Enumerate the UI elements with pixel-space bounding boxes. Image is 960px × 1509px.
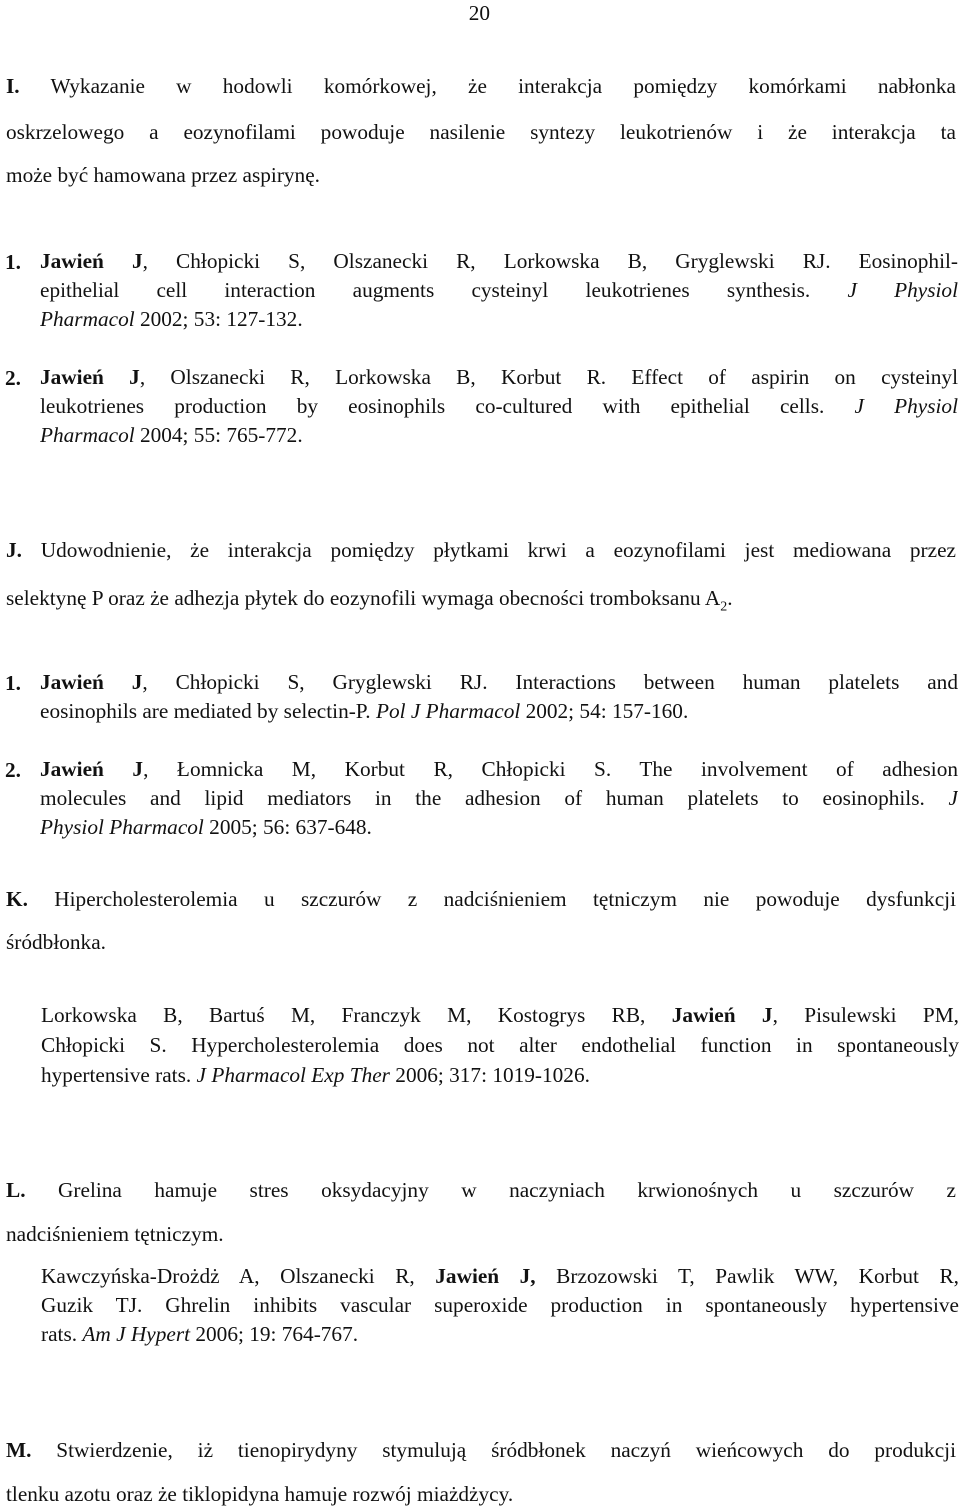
author-highlight: Jawień J: [671, 1003, 773, 1027]
ref-number: 1.: [5, 671, 21, 695]
journal-name: Am J Hypert: [82, 1322, 191, 1346]
section-letter: M.: [6, 1438, 32, 1462]
reference-line: Jawień J, Łomnicka M, Korbut R, Chłopicki S. The involvement of adhesion: [40, 757, 958, 781]
section-m-title-line-2: tlenku azotu oraz że tiklopidyna hamuje rozwój miażdżycy.: [6, 1482, 514, 1506]
section-l-title-line-2: nadciśnieniem tętniczym.: [6, 1222, 224, 1246]
journal-name: J: [948, 786, 958, 810]
section-k-title-line-2: śródbłonka.: [6, 930, 106, 954]
author-highlight: Jawień J: [40, 365, 140, 389]
reference-line: eosinophils are mediated by selectin-P. Pol J Pharmacol 2002; 54: 157-160.: [40, 699, 689, 723]
reference-line: Jawień J, Olszanecki R, Lorkowska B, Korbut R. Effect of aspirin on cysteinyl: [40, 365, 958, 389]
journal-name: J Physiol: [854, 394, 958, 418]
author-highlight: Jawień J: [40, 249, 143, 273]
reference: [41, 1264, 959, 1346]
reference-line: Jawień J, Chłopicki S, Olszanecki R, Lorkowska B, Gryglewski RJ. Eosinophil-: [40, 249, 958, 273]
ref-number: 2.: [5, 758, 21, 782]
author-highlight: Jawień J: [40, 670, 143, 694]
section-l-title-line-1: L. Grelina hamuje stres oksydacyjny w naczyniach krwionośnych u szczurów z: [6, 1178, 956, 1202]
section-letter: J.: [6, 538, 22, 562]
section-i-title-line-1: I. Wykazanie w hodowli komórkowej, że interakcja pomiędzy komórkami nabłonka: [6, 74, 956, 98]
section-letter: K.: [6, 887, 28, 911]
reference-line: Guzik TJ. Ghrelin inhibits vascular superoxide production in spontaneously hypertensive: [41, 1293, 959, 1317]
reference-line: Lorkowska B, Bartuś M, Franczyk M, Kostogrys RB, Jawień J, Pisulewski PM,: [41, 1003, 959, 1027]
reference-line: Kawczyńska-Drożdż A, Olszanecki R, Jawień J, Brzozowski T, Pawlik WW, Korbut R,: [41, 1264, 959, 1288]
reference-line: Chłopicki S. Hypercholesterolemia does not alter endothelial function in spontaneously: [41, 1033, 959, 1057]
reference: [40, 670, 958, 723]
journal-name: Pharmacol: [40, 423, 135, 447]
section-letter: I.: [6, 74, 20, 98]
reference: [41, 1003, 959, 1087]
reference-line: epithelial cell interaction augments cysteinyl leukotrienes synthesis. J Physiol: [40, 278, 958, 302]
page-number: 20: [468, 1, 490, 25]
reference-line: rats. Am J Hypert 2006; 19: 764-767.: [41, 1322, 359, 1346]
journal-name: J Physiol: [847, 278, 958, 302]
section-j-title-line-2: selektynę P oraz że adhezja płytek do eozynofili wymaga obecności tromboksanu $A_2$.: [6, 586, 733, 615]
author-highlight: Jawień J,: [435, 1264, 536, 1288]
journal-name: J Pharmacol Exp Ther: [196, 1063, 390, 1087]
reference-line: molecules and lipid mediators in the adhesion of human platelets to eosinophils. J: [40, 786, 958, 810]
reference: [40, 249, 958, 331]
subscript: 2: [720, 599, 728, 615]
reference-line: Physiol Pharmacol 2005; 56: 637-648.: [40, 815, 372, 839]
ref-number: 1.: [5, 250, 21, 274]
section-j-title-line-1: J. Udowodnienie, że interakcja pomiędzy płytkami krwi a eozynofilami jest mediowana przez: [6, 538, 956, 562]
reference: [40, 757, 958, 839]
section-letter: L.: [6, 1178, 26, 1202]
section-m-title-line-1: M. Stwierdzenie, iż tienopirydyny stymulują śródbłonek naczyń wieńcowych do produkcji: [6, 1438, 956, 1462]
reference-line: leukotrienes production by eosinophils co-cultured with epithelial cells. J Physiol: [40, 394, 958, 418]
ref-number: 2.: [5, 366, 21, 390]
reference-line: hypertensive rats. J Pharmacol Exp Ther 2006; 317: 1019-1026.: [41, 1063, 590, 1087]
reference-line: Pharmacol 2004; 55: 765-772.: [40, 423, 303, 447]
reference-line: Pharmacol 2002; 53: 127-132.: [40, 307, 303, 331]
author-highlight: Jawień J: [40, 757, 144, 781]
section-i-title-line-2: oskrzelowego a eozynofilami powoduje nasilenie syntezy leukotrienów i że interakcja ta: [6, 120, 956, 144]
section-k-title-line-1: K. Hipercholesterolemia u szczurów z nadciśnieniem tętniczym nie powoduje dysfunkcji: [6, 887, 956, 911]
reference: [40, 365, 958, 447]
journal-name: Pharmacol: [40, 307, 135, 331]
section-i-title-line-3: może być hamowana przez aspirynę.: [6, 163, 320, 187]
journal-name: Physiol Pharmacol: [40, 815, 204, 839]
reference-line: Jawień J, Chłopicki S, Gryglewski RJ. Interactions between human platelets and: [40, 670, 958, 694]
journal-name: Pol J Pharmacol: [375, 699, 521, 723]
